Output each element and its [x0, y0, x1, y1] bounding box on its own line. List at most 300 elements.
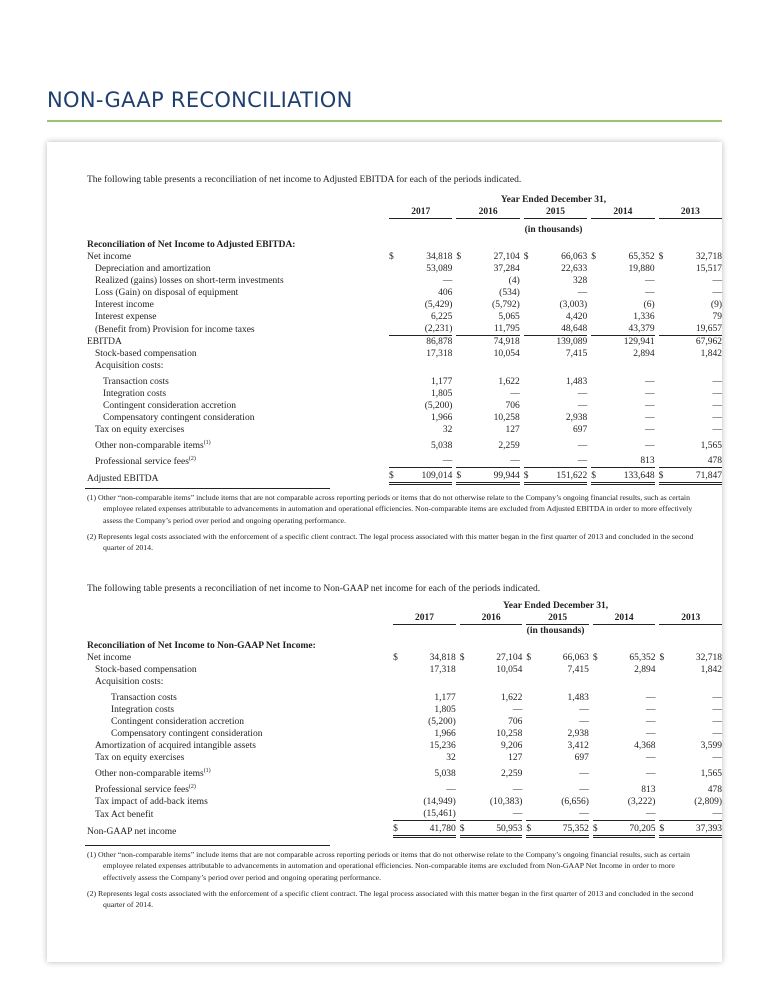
value: 1,565: [700, 769, 722, 779]
value-cell: [589, 821, 656, 838]
value-cell: [587, 360, 654, 372]
row-label-text: Tax impact of add-back items: [95, 797, 208, 807]
value-cell: [520, 372, 587, 388]
value: —: [645, 809, 656, 819]
value-wrap: [456, 470, 519, 485]
value-wrap: [389, 251, 452, 263]
value-wrap: [524, 470, 587, 485]
value-cell: [587, 452, 654, 468]
value-cell: [456, 780, 523, 796]
table-row: [87, 676, 722, 688]
value: —: [577, 441, 588, 451]
value-cell: [385, 412, 452, 424]
value: 139,089: [556, 337, 588, 347]
row-label-text: Transaction costs: [111, 693, 177, 703]
value: —: [712, 413, 722, 423]
value: 11,795: [493, 324, 520, 334]
value-cell: [385, 336, 452, 348]
footnote-ref: (1): [203, 439, 211, 446]
value-wrap: [456, 440, 519, 452]
table-row: [87, 716, 722, 728]
currency-symbol: $: [658, 471, 664, 481]
value-wrap: [526, 784, 589, 796]
value-cell: [655, 412, 722, 424]
row-label-text: Interest income: [95, 300, 154, 310]
value-cell: [389, 740, 456, 752]
value-cell: [522, 652, 589, 664]
value-cell: [385, 400, 452, 412]
value: —: [645, 717, 656, 727]
value-wrap: [591, 424, 654, 436]
row-label: [87, 372, 385, 388]
value: —: [579, 769, 589, 779]
adjusted-ebitda-table: [87, 194, 722, 485]
value-wrap: [659, 664, 722, 676]
table-row: [87, 323, 722, 336]
value: —: [645, 705, 656, 715]
value-wrap: [659, 275, 722, 287]
value-cell: [456, 740, 523, 752]
value-wrap: [389, 287, 452, 299]
table-row: [87, 436, 722, 452]
value-cell: [655, 740, 722, 752]
row-label-text: Contingent consideration accretion: [103, 401, 236, 411]
value-wrap: [389, 388, 452, 400]
value-cell: [452, 299, 519, 311]
table-row: [87, 452, 722, 468]
value: 53,089: [426, 264, 453, 274]
value: 27,104: [496, 653, 523, 663]
value: 99,944: [493, 471, 520, 481]
value-wrap: [659, 740, 722, 752]
value: (2,809): [694, 797, 722, 807]
currency-symbol: $: [388, 252, 394, 262]
value-wrap: [526, 808, 589, 821]
value-wrap: [389, 412, 452, 424]
value: —: [645, 401, 655, 411]
row-label-text: Tax on equity exercises: [95, 425, 185, 435]
value-wrap: [460, 823, 523, 838]
value-wrap: [393, 752, 456, 764]
value: (5,429): [424, 300, 453, 310]
value-cell: [452, 468, 519, 485]
value-wrap: [393, 692, 456, 704]
value-wrap: [393, 796, 456, 808]
value: 5,038: [431, 441, 453, 451]
currency-symbol: $: [456, 471, 462, 481]
value-wrap: [659, 251, 722, 263]
value-cell: [655, 251, 722, 263]
value: 34,818: [429, 653, 456, 663]
value-wrap: [593, 808, 656, 821]
value-cell: [452, 400, 519, 412]
row-label: [87, 716, 389, 728]
spacer: [87, 600, 389, 612]
row-label: [87, 808, 389, 821]
value-wrap: [591, 470, 654, 485]
value: 66,063: [561, 252, 588, 262]
value-wrap: [526, 768, 589, 780]
spacer: [87, 625, 389, 637]
value-wrap: [659, 704, 722, 716]
value: 328: [572, 276, 588, 286]
value-cell: [385, 360, 452, 372]
value-cell: [389, 796, 456, 808]
row-label: [87, 764, 389, 780]
value: —: [645, 425, 655, 435]
value: —: [442, 456, 453, 466]
value: 706: [505, 401, 520, 411]
value: —: [577, 456, 588, 466]
row-label-text: Other non-comparable items: [95, 441, 204, 451]
value: 67,962: [695, 337, 722, 347]
value-cell: [522, 688, 589, 704]
table-row: [87, 808, 722, 821]
value-wrap: [659, 440, 722, 452]
year-label: 2015: [526, 612, 589, 625]
row-label-text: Realized (gains) losses on short-term investments: [95, 276, 284, 286]
row-label-text: Integration costs: [103, 389, 167, 399]
value: 697: [574, 753, 589, 763]
value-wrap: [526, 796, 589, 808]
currency-symbol: $: [523, 252, 529, 262]
table-row: [87, 372, 722, 388]
value-cell: [522, 716, 589, 728]
value-cell: [655, 821, 722, 838]
value-cell: [587, 436, 654, 452]
value-wrap: [593, 652, 656, 664]
value: —: [645, 413, 655, 423]
value-cell: [452, 275, 519, 287]
value-cell: [452, 311, 519, 323]
value: —: [712, 401, 722, 411]
value: —: [712, 377, 722, 387]
value-wrap: [389, 275, 452, 287]
value: 22,633: [561, 264, 588, 274]
value-cell: [520, 424, 587, 436]
row-label: [87, 652, 389, 664]
value-cell: [655, 716, 722, 728]
value: 1,177: [434, 693, 456, 703]
value: 1,483: [565, 377, 588, 387]
row-label: [87, 688, 389, 704]
unit-note: (in thousands): [524, 225, 583, 235]
value-wrap: [393, 728, 456, 740]
value-cell: [520, 412, 587, 424]
value-wrap: [659, 348, 722, 360]
row-label-text: Compensatory contingent consideration: [111, 729, 263, 739]
currency-symbol: $: [393, 824, 398, 834]
currency-symbol: $: [388, 471, 394, 481]
value-cell: [389, 752, 456, 764]
row-label-text: Loss (Gain) on disposal of equipment: [95, 288, 239, 298]
value-wrap: [524, 376, 587, 388]
year-header-row: [87, 206, 722, 219]
value: —: [512, 809, 523, 819]
value-cell: [385, 436, 452, 452]
value: 1,805: [431, 389, 453, 399]
value-wrap: [593, 752, 656, 764]
value-wrap: [526, 728, 589, 740]
value-cell: [589, 664, 656, 676]
value: 2,894: [633, 349, 655, 359]
value: (3,222): [627, 797, 656, 807]
currency-symbol: $: [459, 653, 465, 663]
value-wrap: [526, 652, 589, 664]
value-cell: [385, 452, 452, 468]
value-cell: [589, 740, 656, 752]
row-label: [87, 275, 385, 287]
value-cell: [385, 468, 452, 485]
value: 1,842: [700, 665, 722, 675]
value-wrap: [593, 716, 656, 728]
value-wrap: [524, 388, 587, 400]
value: —: [712, 705, 722, 715]
value: —: [579, 809, 589, 819]
value: 15,517: [695, 264, 722, 274]
row-label: [87, 388, 385, 400]
value-cell: [589, 704, 656, 716]
row-label-text: Adjusted EBITDA: [87, 474, 159, 484]
value-wrap: [591, 251, 654, 263]
value-cell: [655, 436, 722, 452]
value-wrap: [460, 752, 523, 764]
value: 478: [707, 785, 722, 795]
value-wrap: [524, 455, 587, 468]
value-cell: [655, 780, 722, 796]
value-cell: [587, 275, 654, 287]
table-row: [87, 336, 722, 348]
value: 50,953: [496, 824, 523, 834]
value: —: [510, 456, 520, 466]
value-cell: [655, 275, 722, 287]
value-wrap: [659, 336, 722, 348]
row-label: [87, 821, 389, 838]
value-wrap: [456, 275, 519, 287]
value: (5,792): [492, 300, 520, 310]
value-wrap: [659, 728, 722, 740]
value-cell: [587, 336, 654, 348]
value: 2,894: [634, 665, 656, 675]
row-label-text: Interest expense: [95, 312, 157, 322]
table-row: [87, 424, 722, 436]
value-wrap: [524, 263, 587, 275]
year-label: 2016: [456, 206, 519, 219]
row-label-text: Tax on equity exercises: [95, 753, 185, 763]
value: 1,622: [501, 693, 523, 703]
value-cell: [522, 676, 589, 688]
value-cell: [587, 372, 654, 388]
value-cell: [520, 287, 587, 299]
value-cell: [655, 311, 722, 323]
year-label: 2017: [389, 206, 452, 219]
value-cell: [452, 323, 519, 336]
row-label: [87, 336, 385, 348]
value: 7,415: [567, 665, 589, 675]
value: (4): [508, 276, 520, 286]
value-cell: [589, 796, 656, 808]
footnote: (1) Other “non-comparable items” include items that are not comparable across reporting periods or items that do not otherwise relate to the Company’s ongoing financial results, such as certain employee related expenses attributable to advancements in automation and operational efficiencies. Non-comparable items are excluded from Adjusted EBITDA in order to more effectively assess the Company’s period over period and ongoing operating performance.: [87, 493, 693, 525]
value-wrap: [456, 287, 519, 299]
value-cell: [655, 323, 722, 336]
value-cell: [522, 764, 589, 780]
value-cell: [655, 336, 722, 348]
currency-symbol: $: [456, 252, 462, 262]
row-label: [87, 360, 385, 372]
year-header-row: [87, 612, 722, 625]
value: 27,104: [493, 252, 520, 262]
value: 32,718: [695, 653, 722, 663]
year-header: [655, 206, 722, 219]
currency-symbol: $: [592, 653, 598, 663]
value-wrap: [659, 470, 722, 485]
value: 10,054: [496, 665, 523, 675]
value: —: [712, 809, 722, 819]
table-row: [87, 752, 722, 764]
value: 127: [505, 425, 520, 435]
row-label-text: Transaction costs: [103, 377, 169, 387]
row-label: [87, 752, 389, 764]
value-wrap: [593, 692, 656, 704]
value: 2,259: [501, 769, 523, 779]
table-row: [87, 388, 722, 400]
value: 10,054: [493, 349, 520, 359]
value-wrap: [659, 424, 722, 436]
table-row: [87, 764, 722, 780]
value-wrap: [456, 299, 519, 311]
currency-symbol: $: [591, 252, 596, 262]
value-wrap: [456, 263, 519, 275]
value-cell: [452, 348, 519, 360]
value-cell: [589, 652, 656, 664]
currency-symbol: $: [659, 653, 665, 663]
value-wrap: [526, 704, 589, 716]
content-card: [47, 142, 722, 962]
value-cell: [456, 664, 523, 676]
value: 15,236: [429, 741, 456, 751]
value-wrap: [593, 823, 656, 838]
value: —: [712, 288, 722, 298]
value-wrap: [393, 740, 456, 752]
value: (5,200): [428, 717, 456, 727]
table-row: [87, 821, 722, 838]
value: 2,259: [498, 441, 520, 451]
value-cell: [589, 752, 656, 764]
value: 37,393: [695, 824, 722, 834]
row-label: [87, 676, 389, 688]
value-cell: [389, 764, 456, 780]
value-cell: [655, 263, 722, 275]
value-wrap: [389, 311, 452, 323]
currency-symbol: $: [523, 471, 529, 481]
table-row: [87, 412, 722, 424]
value: 813: [640, 456, 655, 466]
currency-symbol: $: [526, 653, 532, 663]
value: 1,842: [700, 349, 722, 359]
value: 3,599: [700, 741, 722, 751]
value-wrap: [591, 388, 654, 400]
value-wrap: [659, 412, 722, 424]
value-cell: [452, 388, 519, 400]
value-wrap: [659, 311, 722, 323]
value-cell: [655, 360, 722, 372]
value: 1,622: [498, 377, 520, 387]
value: 697: [572, 425, 588, 435]
row-label: [87, 452, 385, 468]
row-label: [87, 740, 389, 752]
value-cell: [589, 764, 656, 780]
table-row: [87, 780, 722, 796]
value-cell: [456, 652, 523, 664]
value-cell: [452, 287, 519, 299]
unit-row: [87, 219, 722, 236]
value: 17,318: [429, 665, 456, 675]
year-header: [589, 612, 656, 625]
value: 1,966: [434, 729, 456, 739]
value: 1,565: [700, 441, 722, 451]
value-wrap: [526, 664, 589, 676]
value-cell: [389, 716, 456, 728]
value-wrap: [524, 412, 587, 424]
value-cell: [520, 336, 587, 348]
value-cell: [385, 388, 452, 400]
footnote: (2) Represents legal costs associated with the enforcement of a specific client contract. The legal process associated with this matter began in the first quarter of 2013 and concluded in the second quarter of 2014.: [87, 889, 694, 910]
value: (10,383): [489, 797, 523, 807]
value-cell: [587, 287, 654, 299]
value: (3,003): [559, 300, 588, 310]
value-cell: [589, 688, 656, 704]
value-cell: [522, 780, 589, 796]
table-row: [87, 275, 722, 287]
value-cell: [520, 275, 587, 287]
value-cell: [522, 704, 589, 716]
value: 32: [442, 425, 453, 435]
row-label: [87, 287, 385, 299]
value-wrap: [591, 376, 654, 388]
value-cell: [655, 688, 722, 704]
currency-symbol: $: [659, 824, 665, 834]
value: —: [512, 785, 523, 795]
row-label: [87, 664, 389, 676]
row-label: [87, 263, 385, 275]
value-cell: [655, 728, 722, 740]
value: —: [645, 288, 655, 298]
currency-symbol: $: [658, 252, 664, 262]
value: 37,284: [493, 264, 520, 274]
year-label: 2015: [524, 206, 587, 219]
value: —: [645, 389, 655, 399]
value-cell: [655, 299, 722, 311]
value: (2,231): [424, 324, 453, 334]
value: 17,318: [426, 349, 453, 359]
value-wrap: [389, 299, 452, 311]
value-cell: [520, 323, 587, 336]
value-wrap: [524, 287, 587, 299]
value-wrap: [524, 400, 587, 412]
table-row: [87, 652, 722, 664]
value: —: [712, 717, 722, 727]
row-label-text: Acquisition costs:: [95, 361, 164, 371]
table-row: [87, 299, 722, 311]
value-cell: [655, 764, 722, 780]
table-row: [87, 400, 722, 412]
value-cell: [587, 263, 654, 275]
value: 813: [641, 785, 656, 795]
row-label-text: Depreciation and amortization: [95, 264, 211, 274]
row-label-text: Stock‑based compensation: [95, 349, 197, 359]
year-label: 2017: [393, 612, 456, 625]
value: 109,014: [421, 471, 453, 481]
